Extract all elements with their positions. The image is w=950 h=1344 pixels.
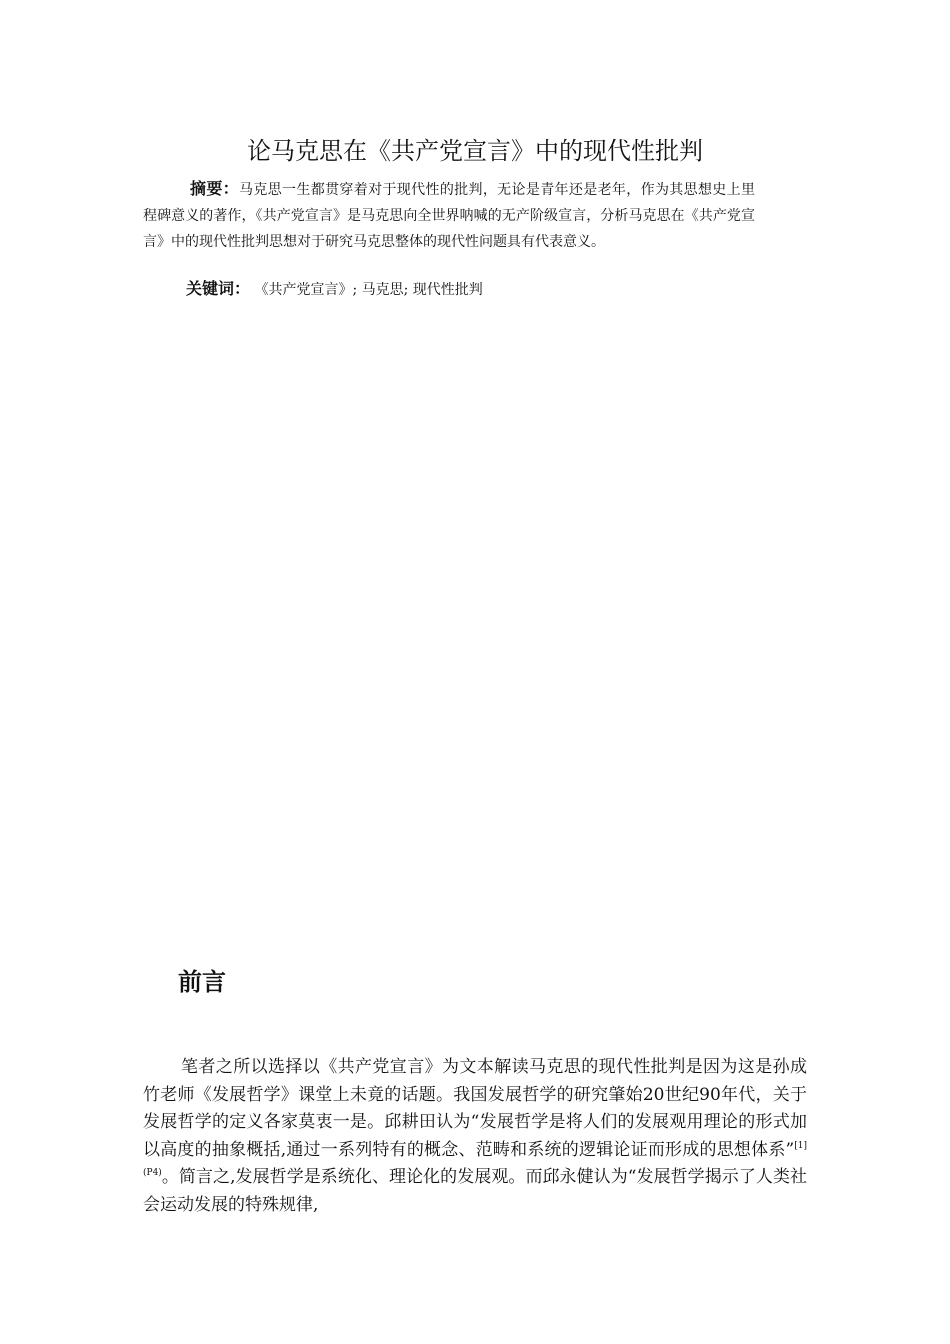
keywords [186, 277, 483, 303]
abstract [143, 177, 755, 255]
abstract-label: 摘要： [190, 181, 240, 198]
paper-title: 论马克思在《共产党宣言》中的现代性批判 [247, 137, 703, 165]
body-paragraph-part2: 。简言之,发展哲学是系统化、理论化的发展观。而邱永健认为“发展哲学揭示了人类社会运动发展的特殊规律, [143, 1167, 807, 1215]
abstract-text: 马克思一生都贯穿着对于现代性的批判，无论是青年还是老年，作为其思想史上里程碑意义的著作，《共产党宣言》是马克思向全世界呐喊的无产阶级宣言，分析马克思在《共产党宣言》中的现代性批判思想对于研究马克思整体的现代性问题具有代表意义。 [143, 182, 755, 250]
body-paragraph-part1: 笔者之所以选择以《共产党宣言》为文本解读马克思的现代性批判是因为这是孙成竹老师《发展哲学》课堂上未竟的话题。我国发展哲学的研究肇始20世纪90年代，关于发展哲学的定义各家莫衷一是。邱耕田认为“发展哲学是将人们的发展观用理论的形式加以高度的抽象概括,通过一系列特有的概念、范畴和系统的逻辑论证而形成的思想体系” [143, 1057, 807, 1160]
keywords-text: 《共产党宣言》; 马克思; 现代性批判 [254, 282, 483, 298]
body-paragraph [143, 1054, 807, 1219]
keywords-label: 关键词： [186, 281, 251, 298]
citation-reference: [1] (P4) [143, 1140, 807, 1178]
section-heading: 前言 [178, 968, 226, 996]
